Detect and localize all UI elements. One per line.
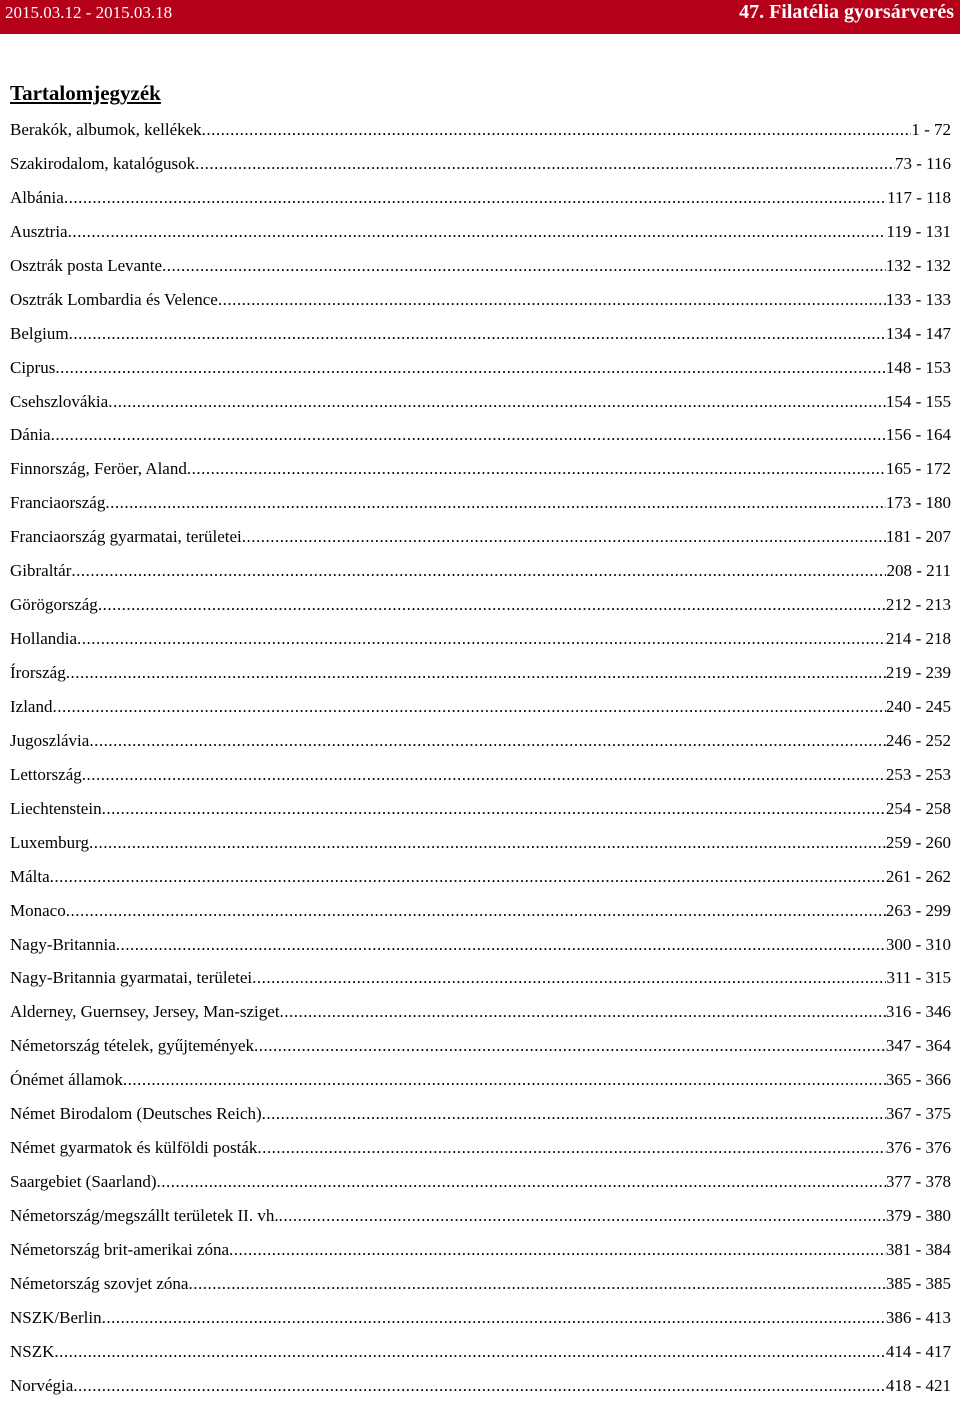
toc-entry[interactable]	[10, 354, 951, 388]
toc-entry-label: Luxemburg	[10, 832, 90, 852]
toc-dot-leader	[82, 761, 886, 789]
toc-entry[interactable]	[10, 116, 951, 150]
toc-entry-pages: 165 - 172	[885, 459, 951, 479]
toc-entry-pages: 117 - 118	[887, 187, 951, 207]
toc-entry-pages: 377 - 378	[885, 1172, 951, 1192]
toc-entry[interactable]	[10, 489, 951, 523]
toc-entry-label: Németország brit-amerikai zóna	[10, 1239, 230, 1259]
toc-dot-leader	[218, 286, 886, 314]
toc-entry-label: Osztrák Lombardia és Velence	[10, 289, 218, 309]
toc-entry-label: Ausztria	[10, 221, 68, 241]
toc-entry-label: Jugoszlávia	[10, 730, 90, 750]
toc-entry-label: Albánia	[10, 187, 64, 207]
auction-date-range: 2015.03.12 - 2015.03.18	[5, 3, 173, 22]
toc-dot-leader	[162, 252, 886, 280]
toc-entry-label: Dánia	[10, 425, 51, 445]
toc-entry[interactable]	[10, 1270, 951, 1304]
toc-dot-leader	[187, 455, 886, 483]
toc-entry-pages: 214 - 218	[885, 629, 951, 649]
toc-dot-leader	[242, 523, 886, 551]
toc-entry-label: NSZK/Berlin	[10, 1307, 102, 1327]
toc-entry-pages: 254 - 258	[885, 798, 951, 818]
toc-entry-pages: 300 - 310	[885, 934, 951, 954]
toc-entry-label: Ciprus	[10, 357, 56, 377]
toc-entry-label: Lettország	[10, 764, 82, 784]
toc-entry[interactable]	[10, 591, 951, 625]
toc-entry-label: Hollandia	[10, 629, 78, 649]
toc-entry-label: Nagy-Britannia	[10, 934, 116, 954]
toc-entry-label: Franciaország	[10, 493, 106, 513]
toc-entry-pages: 376 - 376	[885, 1138, 951, 1158]
toc-entry-pages: 156 - 164	[885, 425, 951, 445]
toc-entry-pages: 261 - 262	[885, 866, 951, 886]
toc-entry[interactable]	[10, 1202, 951, 1236]
toc-entry[interactable]	[10, 998, 951, 1032]
toc-entry[interactable]	[10, 184, 951, 218]
toc-entry-pages: 385 - 385	[885, 1273, 951, 1293]
toc-entry-label: Német Birodalom (Deutsches Reich)	[10, 1104, 262, 1124]
toc-entry[interactable]	[10, 897, 951, 931]
toc-entry-label: Finnország, Feröer, Aland	[10, 459, 187, 479]
toc-entry[interactable]	[10, 218, 951, 252]
toc-dot-leader	[123, 1066, 886, 1094]
toc-dot-leader	[102, 1304, 886, 1332]
toc-entry[interactable]	[10, 1338, 951, 1372]
toc-dot-leader	[229, 1236, 886, 1264]
toc-dot-leader	[71, 557, 886, 585]
toc-entry-pages: 148 - 153	[885, 357, 951, 377]
toc-entry-pages: 119 - 131	[886, 221, 951, 241]
toc-entry-label: Saargebiet (Saarland)	[10, 1172, 157, 1192]
toc-dot-leader	[262, 1100, 886, 1128]
toc-dot-leader	[102, 795, 886, 823]
toc-entry[interactable]	[10, 1134, 951, 1168]
toc-entry-label: Nagy-Britannia gyarmatai, területei	[10, 968, 253, 988]
toc-entry[interactable]	[10, 625, 951, 659]
toc-entry-pages: 73 - 116	[894, 153, 951, 173]
toc-dot-leader	[108, 388, 886, 416]
toc-entry-pages: 263 - 299	[885, 900, 951, 920]
toc-dot-leader	[68, 218, 887, 246]
toc-entry-pages: 381 - 384	[885, 1239, 951, 1259]
toc-dot-leader	[52, 693, 885, 721]
toc-entry-label: Alderney, Guernsey, Jersey, Man-sziget	[10, 1002, 280, 1022]
toc-entry-pages: 418 - 421	[885, 1375, 951, 1395]
toc-entry[interactable]	[10, 252, 951, 286]
toc-dot-leader	[98, 591, 886, 619]
auction-title: 47. Filatélia gyorsárverés	[739, 1, 954, 23]
toc-dot-leader	[116, 931, 886, 959]
toc-entry-pages: 181 - 207	[885, 527, 951, 547]
toc-dot-leader	[202, 116, 912, 144]
toc-entry-label: Belgium	[10, 323, 69, 343]
toc-entry[interactable]	[10, 1372, 951, 1406]
toc-entry[interactable]	[10, 693, 951, 727]
toc-entry[interactable]	[10, 1304, 951, 1338]
toc-entry-label: Csehszlovákia	[10, 391, 109, 411]
toc-entry-pages: 240 - 245	[885, 696, 951, 716]
toc-entry[interactable]	[10, 286, 951, 320]
toc-title: Tartalomjegyzék	[10, 81, 161, 105]
toc-entry[interactable]	[10, 557, 951, 591]
toc-entry[interactable]	[10, 1168, 951, 1202]
toc-dot-leader	[279, 1202, 886, 1230]
toc-entry[interactable]	[10, 455, 951, 489]
toc-dot-leader	[54, 1338, 885, 1366]
toc-entry[interactable]	[10, 1066, 951, 1100]
toc-entry-label: Német gyarmatok és külföldi posták	[10, 1138, 258, 1158]
toc-dot-leader	[64, 184, 887, 212]
toc-dot-leader	[89, 727, 886, 755]
toc-entry-label: NSZK	[10, 1341, 55, 1361]
toc-entry[interactable]	[10, 727, 951, 761]
toc-entry[interactable]	[10, 388, 951, 422]
toc-dot-leader	[156, 1168, 885, 1196]
toc-entry[interactable]	[10, 523, 951, 557]
toc-entry-label: Németország szovjet zóna	[10, 1273, 189, 1293]
toc-entry-pages: 208 - 211	[886, 561, 951, 581]
toc-entry[interactable]	[10, 421, 951, 455]
toc-dot-leader	[89, 829, 886, 857]
toc-entry[interactable]	[10, 659, 951, 693]
toc-entry[interactable]	[10, 761, 951, 795]
toc-entry[interactable]	[10, 795, 951, 829]
toc-dot-leader	[77, 625, 886, 653]
toc-entry[interactable]	[10, 150, 951, 184]
toc-entry[interactable]	[10, 931, 951, 965]
toc-entry-label: Ónémet államok	[10, 1070, 123, 1090]
toc-dot-leader	[254, 1032, 886, 1060]
toc-dot-leader	[69, 320, 886, 348]
toc-entry-pages: 246 - 252	[885, 730, 951, 750]
toc-entry-label: Izland	[10, 696, 53, 716]
toc-dot-leader	[257, 1134, 885, 1162]
toc-entry-label: Németország/megszállt területek II. vh.	[10, 1206, 279, 1225]
page-header	[0, 0, 960, 34]
toc-dot-leader	[66, 659, 886, 687]
toc-entry[interactable]	[10, 1236, 951, 1270]
toc-entry-pages: 379 - 380	[885, 1206, 951, 1225]
toc-entry-label: Osztrák posta Levante	[10, 255, 162, 275]
toc-dot-leader	[50, 863, 886, 891]
toc-entry-pages: 173 - 180	[885, 493, 951, 513]
toc-entry-label: Málta	[10, 866, 50, 886]
toc-entry-pages: 259 - 260	[885, 832, 951, 852]
toc-entry-pages: 347 - 364	[885, 1036, 951, 1056]
toc-entry-label: Gibraltár	[10, 561, 72, 581]
toc-dot-leader	[73, 1372, 886, 1400]
toc-entry-label: Írország	[10, 663, 66, 682]
toc-entry-label: Szakirodalom, katalógusok	[10, 153, 196, 173]
toc-entry-label: Norvégia	[10, 1375, 74, 1395]
toc-entry[interactable]	[10, 829, 951, 863]
toc-entry-pages: 316 - 346	[885, 1002, 951, 1022]
toc-entry-pages: 367 - 375	[885, 1104, 951, 1124]
toc-entry-label: Németország tételek, gyűjtemények	[10, 1036, 255, 1056]
toc-entry-pages: 365 - 366	[885, 1070, 951, 1090]
toc-entry-pages: 133 - 133	[885, 289, 951, 309]
toc-dot-leader	[252, 964, 886, 992]
toc-entry-pages: 132 - 132	[885, 255, 951, 275]
toc-entry-label: Görögország	[10, 595, 98, 615]
toc-dot-leader	[188, 1270, 885, 1298]
toc-entry-pages: 212 - 213	[885, 595, 951, 615]
toc-dot-leader	[51, 421, 886, 449]
toc-entry[interactable]	[10, 320, 951, 354]
toc-entry[interactable]	[10, 964, 951, 998]
toc-dot-leader	[66, 897, 886, 925]
toc-dot-leader	[105, 489, 885, 517]
toc-entry-label: Liechtenstein	[10, 798, 102, 818]
toc-entry-pages: 154 - 155	[885, 391, 951, 411]
toc-entry-pages: 134 - 147	[885, 323, 951, 343]
toc-entry-pages: 219 - 239	[885, 663, 951, 682]
toc-entry-pages: 414 - 417	[885, 1341, 951, 1361]
toc-dot-leader	[55, 354, 885, 382]
toc-entry[interactable]	[10, 1100, 951, 1134]
toc-entry[interactable]	[10, 863, 951, 897]
toc-list	[10, 116, 951, 1406]
toc-dot-leader	[195, 150, 895, 178]
toc-entry-pages: 253 - 253	[885, 764, 951, 784]
toc-entry-label: Monaco	[10, 900, 66, 920]
toc-entry-label: Berakók, albumok, kellékek	[10, 120, 202, 139]
toc-entry-label: Franciaország gyarmatai, területei	[10, 527, 242, 547]
toc-entry-pages: 1 - 72	[911, 120, 951, 139]
toc-entry-pages: 311 - 315	[886, 968, 951, 988]
toc-dot-leader	[280, 998, 886, 1026]
toc-entry-pages: 386 - 413	[885, 1307, 951, 1327]
toc-entry[interactable]	[10, 1032, 951, 1066]
